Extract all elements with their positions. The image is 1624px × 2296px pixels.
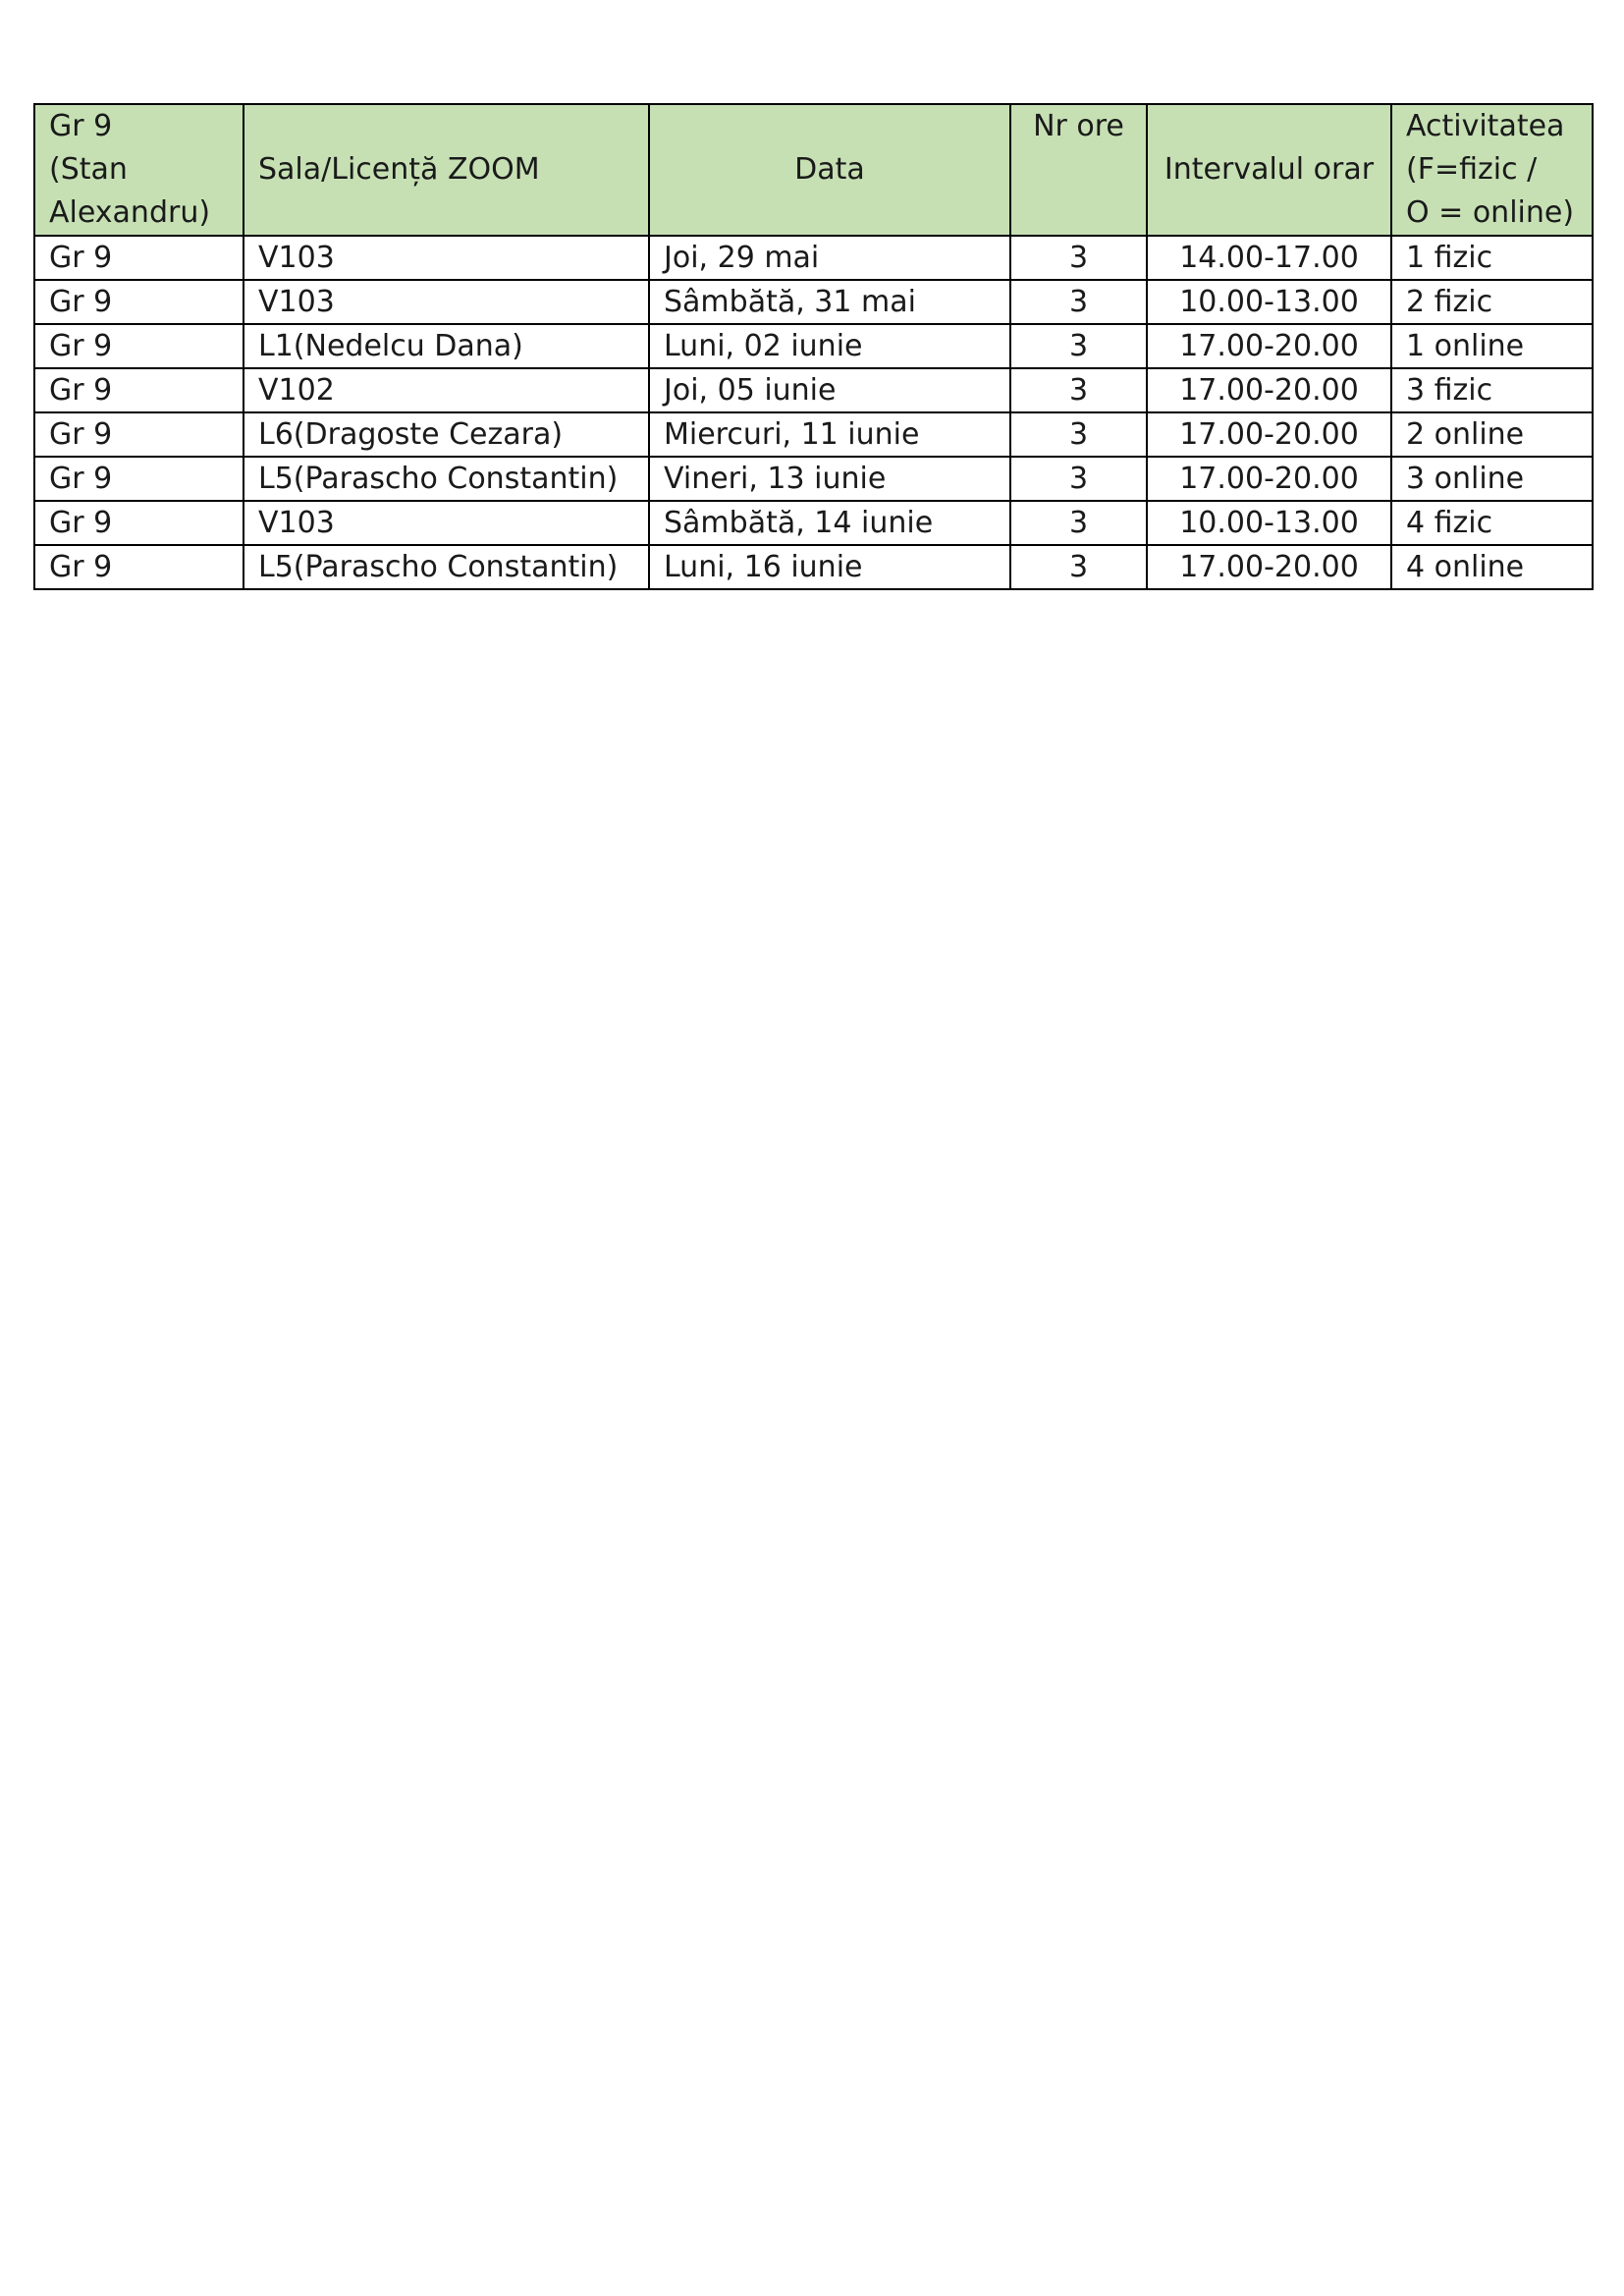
cell-activity: 4 online: [1391, 545, 1593, 589]
cell-hours: 3: [1010, 368, 1147, 412]
cell-date: Vineri, 13 iunie: [649, 457, 1010, 501]
cell-room: L5(Parascho Constantin): [244, 545, 649, 589]
table-row: [34, 545, 1593, 589]
cell-hours: 3: [1010, 280, 1147, 324]
header-activity-line-3: O = online): [1406, 195, 1575, 230]
cell-hours: 3: [1010, 545, 1147, 589]
cell-date: Joi, 05 iunie: [649, 368, 1010, 412]
cell-date: Miercuri, 11 iunie: [649, 412, 1010, 457]
header-activity-line-1: Activitatea: [1406, 109, 1565, 143]
table-header-row: [34, 104, 1593, 236]
cell-group: Gr 9: [34, 412, 244, 457]
cell-hours: 3: [1010, 412, 1147, 457]
cell-room: L1(Nedelcu Dana): [244, 324, 649, 368]
cell-hours: 3: [1010, 457, 1147, 501]
cell-room: V103: [244, 501, 649, 545]
cell-interval: 14.00-17.00: [1147, 236, 1391, 280]
header-group-line-3: Alexandru): [49, 195, 211, 230]
cell-room: V103: [244, 236, 649, 280]
header-group-line-2: (Stan: [49, 152, 128, 187]
schedule-table: [33, 103, 1594, 590]
cell-interval: 17.00-20.00: [1147, 412, 1391, 457]
cell-group: Gr 9: [34, 457, 244, 501]
cell-room: L6(Dragoste Cezara): [244, 412, 649, 457]
cell-interval: 17.00-20.00: [1147, 457, 1391, 501]
cell-date: Joi, 29 mai: [649, 236, 1010, 280]
cell-interval: 17.00-20.00: [1147, 324, 1391, 368]
header-interval: Intervalul orar: [1147, 104, 1391, 236]
cell-group: Gr 9: [34, 501, 244, 545]
cell-activity: 3 fizic: [1391, 368, 1593, 412]
header-date: Data: [649, 104, 1010, 236]
cell-room: L5(Parascho Constantin): [244, 457, 649, 501]
header-group: [34, 104, 244, 236]
cell-hours: 3: [1010, 501, 1147, 545]
cell-activity: 4 fizic: [1391, 501, 1593, 545]
table-row: [34, 324, 1593, 368]
cell-hours: 3: [1010, 236, 1147, 280]
cell-date: Luni, 02 iunie: [649, 324, 1010, 368]
cell-interval: 10.00-13.00: [1147, 280, 1391, 324]
cell-date: Sâmbătă, 31 mai: [649, 280, 1010, 324]
cell-interval: 17.00-20.00: [1147, 368, 1391, 412]
cell-activity: 1 online: [1391, 324, 1593, 368]
table-row: [34, 236, 1593, 280]
header-activity: [1391, 104, 1593, 236]
cell-activity: 2 online: [1391, 412, 1593, 457]
header-room: Sala/Licență ZOOM: [244, 104, 649, 236]
table-row: [34, 280, 1593, 324]
table-row: [34, 368, 1593, 412]
cell-activity: 1 fizic: [1391, 236, 1593, 280]
table-row: [34, 457, 1593, 501]
cell-group: Gr 9: [34, 236, 244, 280]
cell-activity: 2 fizic: [1391, 280, 1593, 324]
cell-activity: 3 online: [1391, 457, 1593, 501]
cell-room: V102: [244, 368, 649, 412]
cell-interval: 17.00-20.00: [1147, 545, 1391, 589]
cell-date: Sâmbătă, 14 iunie: [649, 501, 1010, 545]
table-row: [34, 412, 1593, 457]
cell-room: V103: [244, 280, 649, 324]
header-group-line-1: Gr 9: [49, 109, 113, 143]
cell-group: Gr 9: [34, 280, 244, 324]
cell-group: Gr 9: [34, 545, 244, 589]
header-hours: Nr ore: [1010, 104, 1147, 236]
cell-group: Gr 9: [34, 324, 244, 368]
cell-hours: 3: [1010, 324, 1147, 368]
cell-interval: 10.00-13.00: [1147, 501, 1391, 545]
header-activity-line-2: (F=fizic /: [1406, 152, 1538, 187]
table-row: [34, 501, 1593, 545]
cell-group: Gr 9: [34, 368, 244, 412]
cell-date: Luni, 16 iunie: [649, 545, 1010, 589]
